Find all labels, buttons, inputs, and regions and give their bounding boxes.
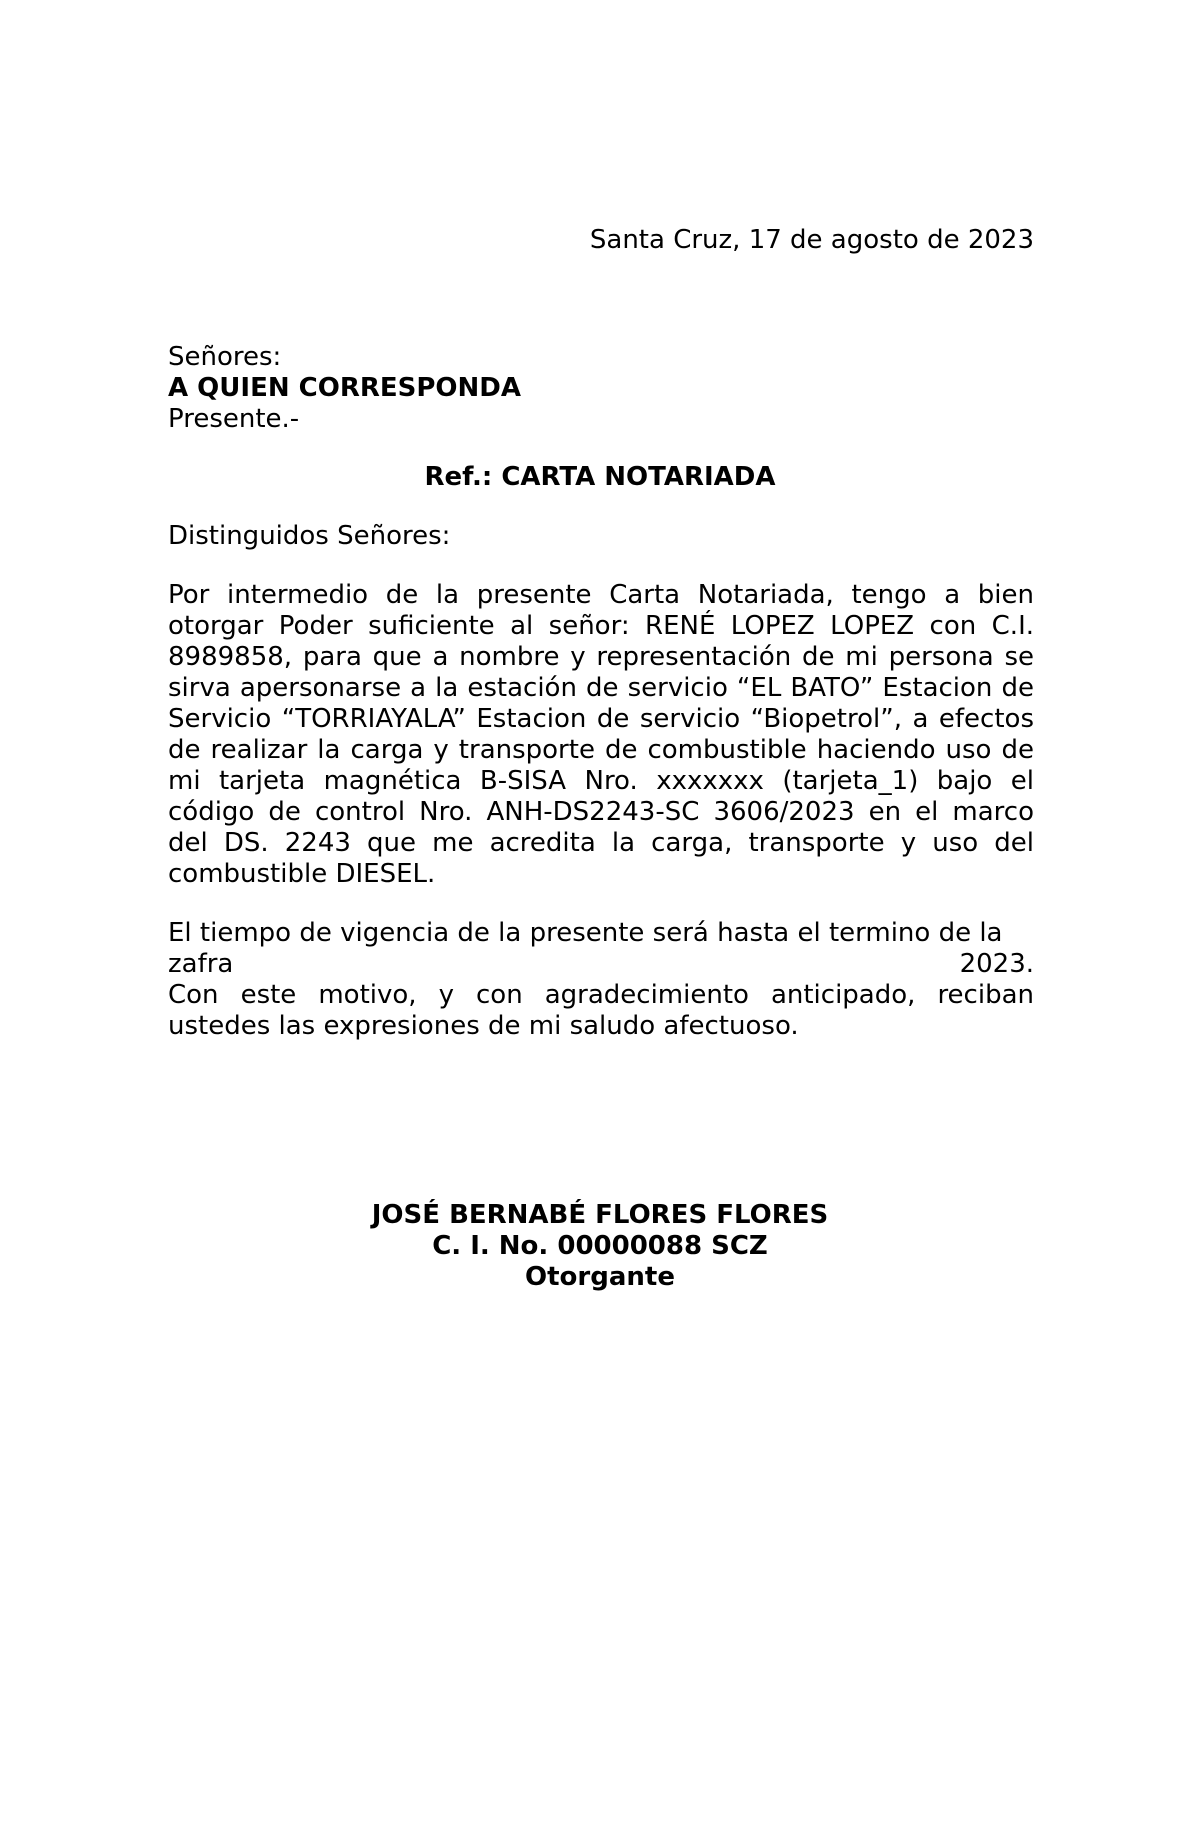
date-line: Santa Cruz, 17 de agosto de 2023 [589, 225, 1034, 255]
validity-zafra: zafra [168, 949, 234, 979]
recipient-addressee: A QUIEN CORRESPONDA [168, 373, 521, 403]
signer-role: Otorgante [525, 1262, 675, 1292]
validity-line-1: El tiempo de vigencia de la presente será hasta el termino de la [168, 918, 1003, 948]
signer-name: JOSÉ BERNABÉ FLORES FLORES [371, 1200, 829, 1230]
signer-id: C. I. No. 00000088 SCZ [432, 1231, 768, 1261]
validity-year: 2023. [959, 949, 1034, 979]
signature-block [0, 1200, 1200, 1293]
recipient-salutation: Señores: [168, 342, 282, 372]
reference-line: Ref.: CARTA NOTARIADA [424, 462, 776, 492]
body-paragraph-2 [168, 918, 1034, 1042]
closing-sentence: Con este motivo, y con agradecimiento anticipado, reciban ustedes las expresiones de mi saludo afectuoso. [168, 980, 1034, 1041]
recipient-block [168, 342, 1034, 435]
validity-line-2 [168, 949, 1034, 980]
body-paragraph-1: Por intermedio de la presente Carta Notariada, tengo a bien otorgar Poder suficiente al señor: RENÉ LOPEZ LOPEZ con C.I. 8989858, para que a nombre y representación de mi persona se sirva apersonarse a la estación de servicio “EL BATO” Estacion de Servicio “TORRIAYALA” Estacion de servicio “Biopetrol”, a efectos de realizar la carga y transporte de combustible haciendo uso de mi tarjeta magnética B-SISA Nro. xxxxxxx (tarjeta_1) bajo el código de control Nro. ANH-DS2243-SC 3606/2023 en el marco del DS. 2243 que me acredita la carga, transporte y uso del combustible DIESEL. [168, 580, 1034, 889]
recipient-presente: Presente.- [168, 404, 300, 434]
greeting: Distinguidos Señores: [168, 521, 451, 551]
